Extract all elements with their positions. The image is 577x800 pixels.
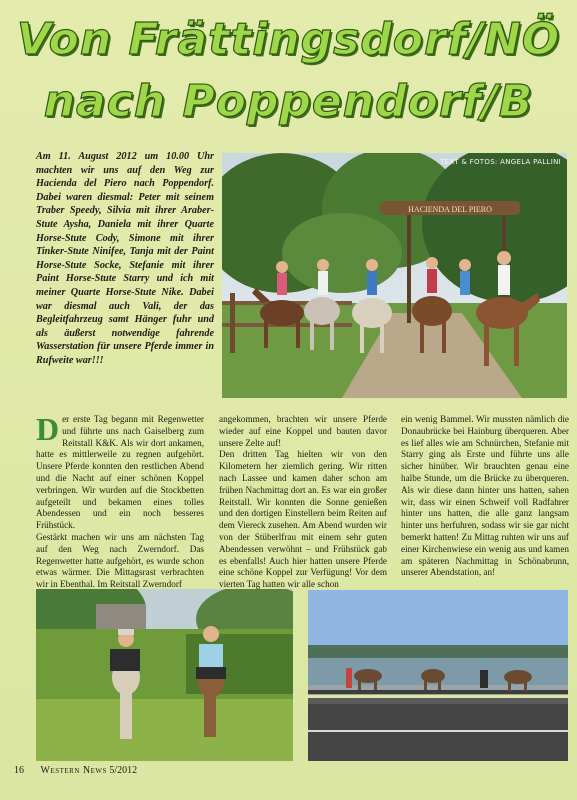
- article-column-1: [36, 411, 204, 591]
- photo-danube-bridge: [308, 590, 568, 761]
- issue-number: 5/2012: [109, 765, 138, 776]
- hacienda-sign: HACIENDA DEL PIERO: [408, 205, 492, 214]
- paragraph: Gestärkt machen wir uns am nächsten Tag auf den Weg nach Zwerndorf. Das Regenwetter hatte aufgehört, es wurde schon etwas wärmer. Die Mittagsrast verbrachten wir in Ebenthal. Im Reitstall Zwerndorf: [36, 531, 204, 590]
- paragraph: er erste Tag begann mit Regenwetter und führte uns nach Gaiselberg zum Reitstall K&K. Als wir dort ankamen, hatte es mittlerweile zu regnen aufgehört. Unsere Pferde konnten den restlichen Abend und die Nacht auf einer schönen Koppel verbringen. Wir wurden auf die Stockbetten aufgeteilt und bekamen eines tolles Abendessen und ein noch besseres Frühstück.: [36, 414, 204, 531]
- photo-two-riders-field: [36, 589, 293, 761]
- drop-cap: D: [36, 411, 60, 447]
- paragraph: angekommen, brachten wir unsere Pferde wieder auf eine Koppel und bauten davor unsere Zelte auf!: [219, 414, 387, 448]
- headline-line-2: nach Poppendorf/B: [43, 76, 534, 127]
- page-footer: [14, 765, 137, 776]
- magazine-name: Western News: [40, 765, 107, 776]
- article-column-2: [219, 414, 387, 591]
- paragraph: Den dritten Tag hielten wir von den Kilometern her ziemlich gering. Wir ritten nach Lassee und kamen daher schon am frühen Nachmittag dort an. Es war ein großer Reitstall. Wir konnten die Sonne genießen und den dortigen Einstellern beim Reiten auf dem Viereck zusehen. Am Abend wurden wir von der Stüberlfrau mit einem sehr guten Abendessen verwöhnt – und Frühstück gab es ebenfalls! Auch hier hatten unsere Pferde eine schöne Koppel zur Verfügung! Vor dem vierten Tag hatten wir alle schon: [219, 449, 387, 590]
- intro-paragraph: Am 11. August 2012 um 10.00 Uhr machten wir uns auf den Weg zur Hacienda del Piero nach Poppendorf. Dabei waren diesmal: Peter mit seinem Traber Speedy, Silvia mit ihrer Araber-Stute Aysha, Daniela mit ihrer Quarte Horse-Stute Cody, Simone mit ihrer Tinker-Stute Ninifee, Tanja mit der Paint Horse-Stute Socke, Stefanie mit ihrer Paint Horse-Stute Starry und ich mit meiner Quarte Horse-Stute Nike. Dabei war diesmal auch Vali, der das Begleitfahrzeug samt Hänger fuhr und als äußerst notwendige fahrende Wasserstation für unsere Pferde immer in Rufweite war!!!: [36, 151, 214, 366]
- photo-riders-group: [222, 153, 567, 398]
- photo-credit: TEXT & FOTOS: ANGELA PALLINI: [440, 158, 561, 166]
- paragraph: ein wenig Bammel. Wir mussten nämlich die Donaubrücke bei Hainburg überqueren. Aber es lief alles wie am Schnürchen, Stefanie mit Starry ging als Erste und führte uns alle sicher hinüber. Wir brauchten genau eine halbe Stunde, um die Brücke zu überqueren. Als wir diese dann hinter uns hatten, sahen wir, dass wir einen Schweif voll Radfahrer hinter uns hatten, die alle ganz langsam hinter uns herfuhren, sodass wir sie gar nicht bemerkt hatten! Zu Mittag ruhten wir uns auf einer Kirchenwiese ein wenig aus und kamen am späteren Nachmittag in Schönabrunn, unserer Abendstation, an!: [401, 414, 569, 578]
- page-number: 16: [14, 765, 24, 776]
- article-column-3: [401, 414, 569, 579]
- headline-line-1: Von Frättingsdorf/NÖ: [16, 14, 561, 65]
